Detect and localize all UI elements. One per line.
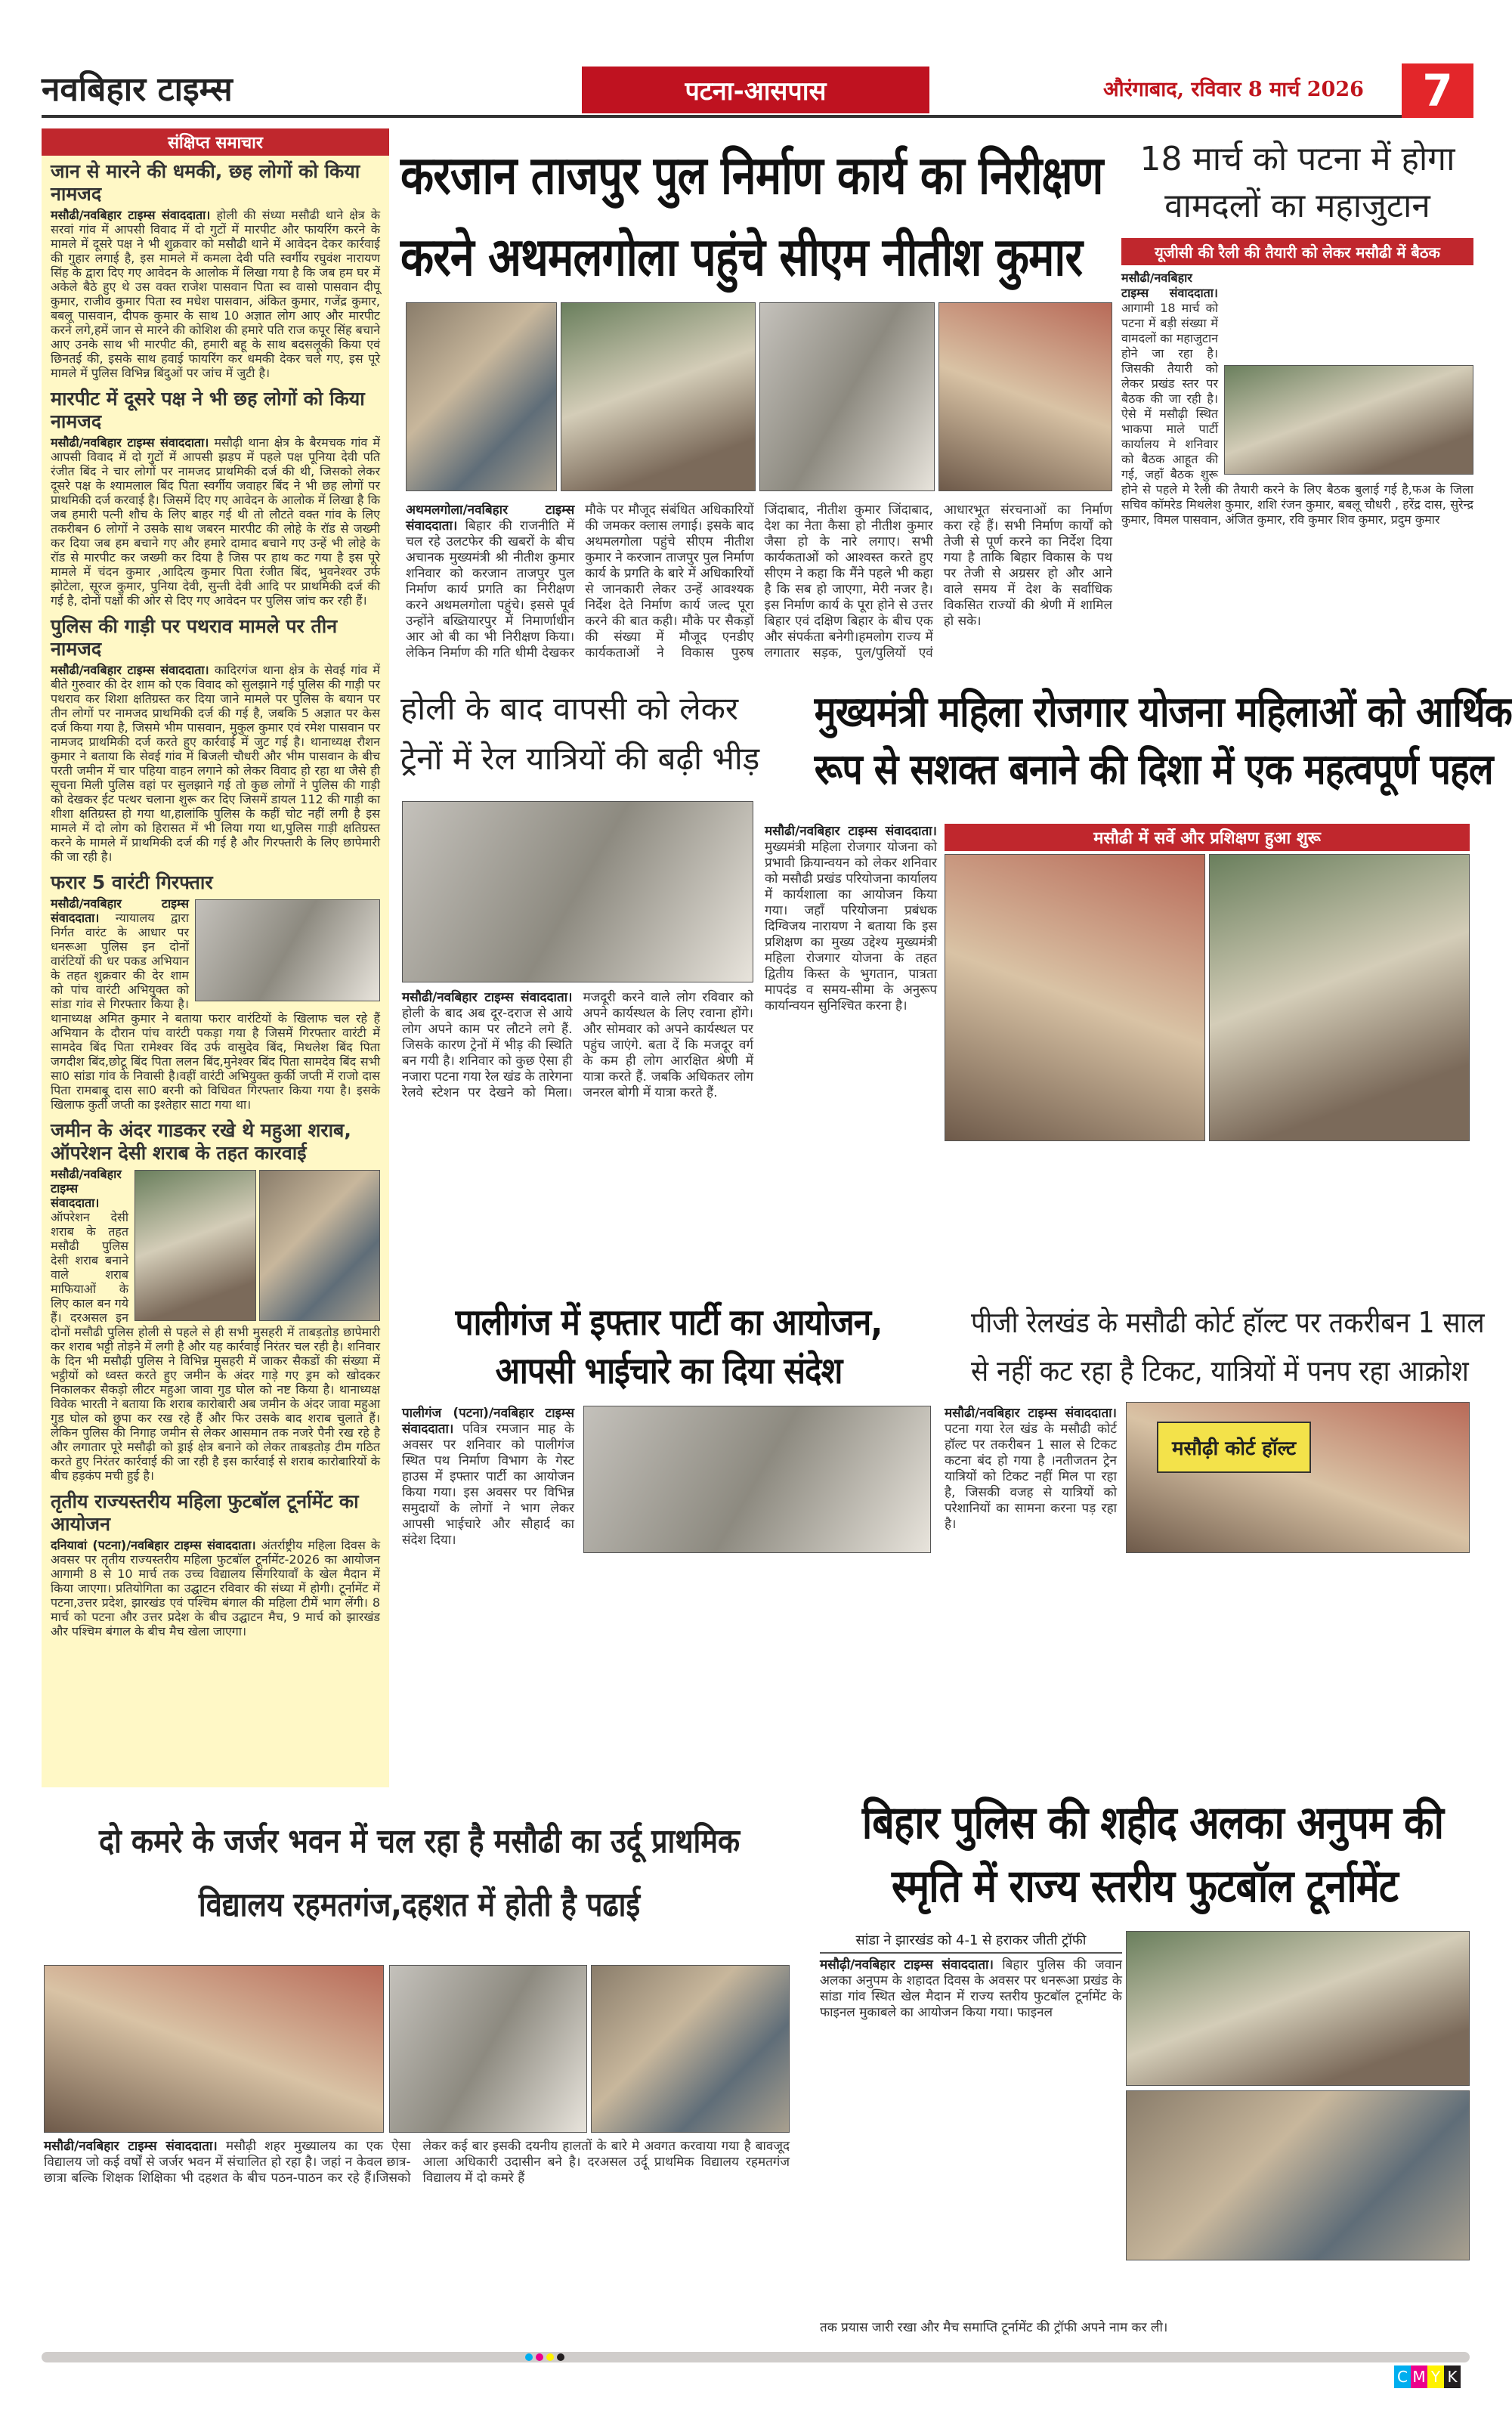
lead-headline-line: करने अथमलगोला पहुंचे सीएम नीतीश कुमार [400, 226, 1083, 288]
classroom-photo [591, 1965, 790, 2133]
school-building-photo [44, 1965, 384, 2133]
dateline: मसौढी/नवबिहार टाइम्स संवाददाता। [1121, 271, 1218, 300]
lead-body [406, 503, 1112, 669]
train-headline-line: होली के बाद वापसी को लेकर [400, 690, 739, 727]
train-headline-line: ट्रेनों में रेल यात्रियों की बढ़ी भीड़ [400, 740, 760, 777]
brief-item [42, 867, 389, 1115]
edition-date: औरंगाबाद, रविवार 8 मार्च 2026 [1103, 78, 1364, 101]
article-body: आगामी 18 मार्च को पटना में बड़ी संख्या में वामदलों का महाजुटान होने जा रहा है। जिसकी तैयारी को लेकर प्रखंड स्तर पर बैठक की जा रही है। ऐसे में मसौढ़ी स्थित भाकपा माले पार्टी कार्यालय मे शनिवार को बैठक आहूत की गई, जहाँ बैठक शुरू होने से पहले मे रैली की तैयारी करने के लिए बैठक बुलाई गई है,फअ के जिला सचिव कॉमरेड मिथलेश कुमार, शशि रंजन कुमार, बबलू चौधरी , हरेंद्र दास, सुरेन्द्र कुमार, विमल पासवान, अंजित कुमार, रवि कुमार शिव कुमार, प्रदुम कुमार [1121, 301, 1473, 527]
lead-headline-line: करजान ताजपुर पुल निर्माण कार्य का निरीक्षण [400, 144, 1103, 206]
dateline: मसौढी/नवबिहार टाइम्स संवाददाता। [765, 824, 937, 839]
brief-headline: मारपीट में दूसरे पक्ष ने भी छह लोगों को किया नामजद [51, 388, 365, 432]
women-scheme-headline [765, 684, 1512, 799]
football-body-closing: तक प्रयास जारी रखा और मैच समाप्ति टूर्नामेंट की ट्रॉफी अपने नाम कर ली। [820, 2320, 1168, 2335]
rally-meeting-photo [1224, 365, 1473, 475]
iftar-headline-line: आपसी भाईचारे का दिया संदेश [495, 1350, 843, 1392]
rally-headline-line: वामदलों का महाजुटान [1164, 187, 1430, 225]
dateline: पालीगंज (पटना)/नवबिहार टाइम्स संवाददाता। [402, 1406, 574, 1437]
brief-headline: फरार 5 वारंटी गिरफ्तार [51, 871, 213, 893]
article-body: होली के बाद अब दूर-दराज से आये लोग अपने काम पर लौटने लगे हैं. जिसके कारण ट्रेनों में भीड़ की स्थिति बन गयी है। शनिवार को कुछ ऐसा ही नजारा पटना गया रेल खंड के तारेगना रेलवे स्टेशन पर देखने को मिला। मजदूरी करने वाले लोग रविवार को अपने कार्यस्थल के लिए रवाना होंगे। और सोमवार को अपने कार्यस्थल पर पहुंच जाएंगे. बता दें कि मजदूर वर्ग के कम ही लोग आरक्षित श्रेणी में यात्रा करते हैं. जबकि अधिकतर लोग जनरल बोगी में यात्रा करते हैं. [402, 990, 753, 1100]
school-headline-line: विद्यालय रहमतगंज,दहशत में होती है पढाई [198, 1886, 641, 1924]
dateline: अथमलगोला/नवबिहार टाइम्स संवाददाता। [406, 503, 575, 534]
yellow-dot [546, 2353, 554, 2361]
header-divider [42, 115, 1402, 118]
cm-visit-photo [759, 302, 935, 491]
cmyk-k: K [1444, 2365, 1461, 2388]
rail-halt-headline-line: से नहीं कट रहा है टिकट, यात्रियों में पनप रहा आक्रोश [971, 1354, 1469, 1388]
dateline: मसौढी/नवबिहार टाइम्स संवाददाता। [51, 663, 209, 677]
school-body [44, 2139, 790, 2339]
rally-headline-line: 18 मार्च को पटना में होगा [1139, 140, 1455, 178]
dateline: मसौढी/नवबिहार टाइम्स संवाददाता। [44, 2139, 218, 2154]
brief-item [42, 611, 389, 867]
cm-visit-photo [561, 302, 756, 491]
brief-item [42, 1486, 389, 1641]
school-headline [42, 1810, 797, 1937]
cmyk-c: C [1394, 2365, 1411, 2388]
liquor-raid-photo [135, 1170, 256, 1321]
brief-headline: पुलिस की गाड़ी पर पथराव मामले पर तीन नामजद [51, 615, 338, 660]
football-body [820, 1957, 1122, 2260]
dateline: मसौढ़ी/नवबिहार टाइम्स संवाददाता। [820, 1957, 994, 1973]
rail-halt-headline [945, 1298, 1485, 1395]
page-number: 7 [1402, 63, 1473, 118]
arrested-warrantees-photo [195, 899, 380, 1001]
dateline: दनियावां (पटना)/नवबिहार टाइम्स संवाददाता। [51, 1538, 256, 1552]
article-body: न्यायालय द्वारा निर्गत वारंट के आधार पर धनरूआ पुलिस इन दोनों वारंटियों की धर पकड अभियान के तहत शुक्रवार की देर शाम को पांच वारंटी अभियुक्त को सांडा गांव से गिरफ्तार किया है। थानाध्यक्ष अमित कुमार ने बताया फरार वारंटियों के खिलाफ चल रहे हैं अभियान के दौरान पांच वारंटी पकड़ा गया है जिसमें गिरफ्तार वारंटी में सामदेव बिंद पिता रामेश्वर विंद उर्फ वासुदेव बिंद, मिथलेश बिंद पिता जगदीश बिंद,छोटू बिंद पिता ललन बिंद,मुनेश्वर बिंद पिता सामदेव बिंद सभी सा0 सांडा गांव के निवासी है।वहीं वारंटी अभियुक्त कुर्की जप्ती में राजो दास पिता रामबाबू दास सा0 बरनी को विधिवत गिरफ्तार किया गया है। इसके खिलाफ कुर्ती जप्ती का इश्तेहार साटा गया था। [51, 911, 380, 1112]
women-scheme-headline-line: मुख्यमंत्री महिला रोजगार योजना महिलाओं को आर्थिक [814, 688, 1512, 737]
liquor-raid-photo [259, 1170, 381, 1321]
brief-headline: तृतीय राज्यस्तरीय महिला फुटबॉल टूर्नामेंट का आयोजन [51, 1490, 359, 1535]
cmyk-marker [1394, 2365, 1461, 2388]
dateline: मसौढी/नवबिहार टाइम्स संवाददाता। [51, 208, 211, 222]
article-body: मुख्यमंत्री महिला रोजगार योजना को प्रभावी क्रियान्वयन को लेकर शनिवार को मसौढी प्रखंड परियोजना कार्यालय में कार्यशाला का आयोजन किया गया। जहाँ परियोजना प्रबंधक दिग्विजय नारायण ने बताया कि इस प्रशिक्षण का मुख्य उद्देश्य मुख्यमंत्री महिला रोजगार योजना के तहत द्वितीय किस्त के भुगतान, पात्रता मापदंड व समय-सीमा के अनुरूप कार्यान्वयन सुनिश्चित करना है। [765, 840, 937, 1013]
crowded-train-photo [402, 801, 753, 982]
cm-visit-photo [406, 302, 557, 491]
brief-headline: जान से मारने की धमकी, छह लोगों को किया नामजद [51, 160, 360, 205]
newspaper-logo: नवबिहार टाइम्स [42, 70, 233, 109]
football-headline [816, 1791, 1473, 1918]
article-body: ऑपरेशन देसी शराब के तहत मसौढी पुलिस देसी शराब बनाने वाले शराब माफियाओं के लिए काल बन गये हैं। दरअसल इन दोनों मसौढी पुलिस होली से पहले से ही सभी मुसहरी में ताबड़तोड़ छापेमारी कर शराब भट्टी तोड़ने में लगी है और यह कार्रवाई निरंतर चल रही है। शनिवार के दिन भी मसौढ़ी पुलिस ने विभिन्न मुसहरी में जाकर सैकडों की संख्या में भट्ठीयों को ध्वस्त करते हुए जमीन के अंदर गाड़े गए ड्रम को खोदकर निकालकर सैकड़ो लीटर महुआ जावा गुड घोल को नष्ट किया है। थानाध्यक्ष विवेक भारती ने बताया कि शराब कारोबारी अब जमीन के अंदर जावा महुआ गुड घोल को छुपा कर रख रहे हैं और फिर उसके बाद शराब चुलाते हैं। लेकिन पुलिस की निगाह जमीन से लेकर आसमान तक नजरे पैनी रख रहे है और लगातार पूरे मसौढ़ी को ड्राई क्षेत्र बनाने को लेकर ताबड़तोड़ टीम गठित करते हुए निरंतर कार्रवाई की जा रही है इस कार्रवाई से शराब कारोबारियों के बीच हड़कंप मची हुई है। [51, 1210, 380, 1483]
football-subhead: सांडा ने झारखंड को 4-1 से हराकर जीती ट्रॉफी [820, 1931, 1122, 1954]
iftar-headline-line: पालीगंज में इफ्तार पार्टी का आयोजन, [455, 1301, 883, 1344]
lead-headline [400, 135, 1111, 298]
dateline: मसौढी/नवबिहार टाइम्स संवाददाता। [51, 435, 209, 450]
iftar-body [402, 1406, 574, 1776]
brief-headline: जमीन के अंदर गाडकर रखे थे महुआ शराब, ऑपरेशन देसी शराब के तहत कारवाई [51, 1119, 351, 1164]
dateline: मसौढी/नवबिहार टाइम्स संवाददाता। [51, 896, 189, 925]
dateline: मसौढी/नवबिहार टाइम्स संवाददाता। [945, 1406, 1117, 1421]
brief-item [42, 1115, 389, 1486]
court-halt-station-photo [1126, 1402, 1470, 1553]
iftar-headline [400, 1298, 937, 1395]
magenta-dot [536, 2353, 543, 2361]
rally-body [1121, 271, 1473, 527]
dateline: मसौढी/नवबिहार टाइम्स संवाददाता। [402, 990, 573, 1005]
black-dot [557, 2353, 564, 2361]
rally-headline [1120, 136, 1475, 230]
article-body: अंतर्राष्ट्रीय महिला दिवस के अवसर पर तृतीय राज्यस्तरीय महिला फुटबॉल टूर्नामेंट-2026 का आयोजन आगामी 8 से 10 मार्च तक उच्च विद्यालय सिंगरियावाँ के खेल मैदान में किया जाएगा। प्रतियोगिता का उद्घाटन रविवार की संध्या में होगी। टूर्नामेंट में पटना,उत्तर प्रदेश, झारखंड एवं पश्चिम बंगाल की महिला टीमें भाग लेंगी। 8 मार्च को पटना और उत्तर प्रदेश के बीच उद्घाटन मैच, 9 मार्च को झारखंड और पश्चिम बंगाल के बीच मैच खेला जाएगा। [51, 1538, 380, 1638]
rally-banner: यूजीसी की रैली की तैयारी को लेकर मसौढी में बैठक [1121, 238, 1473, 265]
article-body: कादिरगंज थाना क्षेत्र के सेवई गांव में बीते गुरुवार की देर शाम को एक विवाद को सुलझाने गई पुलिस की गाड़ी पर पथराव कर शिशा क्षतिग्रस्त कर दिया जाने मामले पर पुलिस के बयान पर तीन लोगों पर नामजद प्राथमिकी दर्ज की गई है, जबकि 5 अज्ञात पर केस दर्ज किया गया है, जिसमे भीम पासवान, मुकुल कुमार एवं रमेश पासवान पर नामजद प्राथमिकी दर्ज करते हुए कार्रवाई में जुट गई है। थानाध्यक्ष रौशन कुमार ने बताया कि सेवई गांव में बिजली चौधरी और भीम पासवान के बीच परती जमीन में चार पहिया वाहन लगाने को लेकर विवाद हो रहा था जैसे ही सूचना मिली पुलिस वहां पर सुलझाने गई तो कुछ लोगों ने पुलिस की गाड़ी को देखकर ईट पत्थर चलाना शुरू कर दिए जिसमें डायल 112 की गाड़ी का शीशा क्षतिग्रस्त हो गया था,हालांकि पुलिस के कहीं चोट नहीं लगी है इस मामले में दो लोग को हिरासत में भी लिया गया था,पुलिस गाड़ी क्षतिग्रस्त करने के मामले में प्राथमिकी दर्ज की गई है और गिरफ्तारी के लिए छापेमारी की जा रही है। [51, 663, 380, 864]
cm-visit-photo [938, 302, 1112, 491]
brief-item [42, 383, 389, 611]
iftar-party-photo [583, 1406, 931, 1553]
article-body: पटना गया रेल खंड के मसौढी कोर्ट हॉल्ट पर तकरीबन 1 साल से टिकट कटना बंद हो गया है ।नतीजतन ट्रेन यात्रियों को टिकट नहीं मिल पा रहा है, जिसकी वजह से यात्रियों को परेशानियों का सामना करना पड़ रहा है। [945, 1422, 1117, 1532]
football-headline-line: बिहार पुलिस की शहीद अलका अनुपम की [861, 1796, 1444, 1849]
cmyk-m: M [1411, 2365, 1427, 2388]
article-body: मसौढ़ी थाना क्षेत्र के बैरमचक गांव में आपसी विवाद में दो गुटों में आपसी झड़प में पहले पक्ष पूनिया देवी पति रंजीत बिंद ने चार लोगों पर नामजद प्राथमिकी दर्ज की थी, जिसको लेकर दूसरे पक्ष के श्यामलाल बिंद पिता स्वर्गीय जवाहर बिंद ने भी छह लोगों पर प्राथमिकी दर्ज करवाई है। जिसमें दिए गए आवेदन के आलोक में लिखा है कि जब हमारी पत्नी शौच के लिए बाहर गई थी तो लौटते वक्त गांव के लिए तकरीबन 6 लोगों ने उसके साथ जबरन मारपीट की लोहे के रॉड से जख्मी कर दिया जब हम बचाने गए और हमारे दामाद बचाने गए उन्हें भी लोहे के रॉड से मारपीट कर जख्मी कर दिया है जिस पर हाथ कट गया है इस पूरे मामले में चंदन कुमार ,आदित्य कुमार पिता रंजीत बिंद, भुवनेश्वर उर्फ झोटेला, सूरज कुमार, पुनिया देवी, सुन्ती देवी आदि पर प्राथमिकी दर्ज की गई है, दोनों पक्षों की ओर से दिए गए आवेदन पर पुलिस जांच कर रही हैं। [51, 435, 380, 608]
article-body: पवित्र रमजान माह के अवसर पर शनिवार को पालीगंज स्थित पथ निर्माण विभाग के गेस्ट हाउस में इफ्तार पार्टी का आयोजन किया गया। इस अवसर पर विभिन्न समुदायों के लोगों ने भाग लेकर आपसी भाईचारे और सौहार्द का संदेश दिया। [402, 1422, 574, 1548]
train-headline [400, 684, 760, 784]
football-team-photo [1126, 1931, 1470, 2086]
brief-news-column [42, 128, 389, 1787]
women-training-photo [945, 854, 1205, 1141]
cmyk-y: Y [1427, 2365, 1444, 2388]
brief-news-banner: संक्षिप्त समाचार [42, 128, 389, 156]
cyan-dot [525, 2353, 533, 2361]
article-body: बिहार पुलिस की जवान अलका अनुपम के शहादत दिवस के अवसर पर धनरूआ प्रखंड के सांडा गांव स्थित खेल मैदान में राज्य स्तरीय फुटबॉल टूर्नामेंट के फाइनल मुकाबले का आयोजन किया गया। फाइनल [820, 1957, 1122, 2020]
classroom-photo [389, 1965, 587, 2133]
section-title: पटना-आसपास [582, 67, 929, 113]
women-training-photo [1209, 854, 1470, 1141]
rail-halt-headline-line: पीजी रेलखंड के मसौढी कोर्ट हॉल्ट पर तकरीबन 1 साल [971, 1306, 1485, 1339]
article-body: होली की संध्या मसौढी थाने क्षेत्र के सरवां गांव में आपसी विवाद में दो गुटों में मारपीट और फायरिंग करने के मामले में दूसरे पक्ष ने भी शुक्रवार को मसौढी थाने में आवेदन देकर कार्रवाई की गुहार लगाई है, इस मामले में कमला देवी पति स्वर्गीय रघुवंश नारायण सिंह के द्वारा दिए गए आवेदन के आलोक में लिखा गया है कि जब हम घर में अकेले बैठे हुए थे उस वक्त राजेश पासवान पिता स्व वासो पासवान दीपू कुमार, राजीव कुमार पिता स्व मधेश पासवान, अंकित कुमार, गजेंद्र कुमार, बबलू पासवान, दीपक कुमार के साथ 10 अज्ञात लोग आए और मारपीट करने लगे,हमें जान से मारने की कोशिश की हमारे पति राज कपूर सिंह बचाने आए उनके साथ भी मारपीट की, हमारी बहू के साथ बदसलूकी किया एवं छिनतई की, इसके साथ हवाई फायरिंग कर धमकी देकर चले गए, इस पूरे मामले में पुलिस विभिन्न बिंदुओं पर जांच में जुटी है। [51, 208, 380, 380]
football-headline-line: स्मृति में राज्य स्तरीय फुटबॉल टूर्नामेंट [891, 1860, 1399, 1913]
article-body: मसौढ़ी शहर मुख्यालय का एक ऐसा विद्यालय जो कई वर्षों से जर्जर भवन में संचालित हो रहा है। जहां न केवल छात्र-छात्रा बल्कि शिक्षक शिक्षिका भी दहशत के बीच पठन-पाठन कर रहे हैं।जिसको लेकर कई बार इसकी दयनीय हालतों के बारे मे अवगत करवाया गया है बावजूद आला अधिकारी उदासीन बने है। दरअसल उर्दू प्राथमिक विद्यालय रहमतगंज विद्यालय में दो कमरे हैं [44, 2139, 790, 2186]
article-body: बिहार की राजनीति में चल रहे उलटफेर की खबरों के बीच अचानक मुख्यमंत्री श्री नीतीश कुमार शनिवार को करजान ताजपुर पुल निर्माण कार्य प्रगति का निरीक्षण करने अथमलगोला पहुंचे। इससे पूर्व उन्होंने बख्तियारपुर में निमार्णाधीन आर ओ बी का भी निरीक्षण किया। लेकिन निर्माण की गति धीमी देखकर मौके पर मौजूद संबंधित अधिकारियों की जमकर क्लास लगाई। इसके बाद अथमलगोला पहुंचे सीएम नीतीश कुमार ने करजान ताजपुर पुल निर्माण कार्य के प्रगति के बारे में अधिकारियों से जानकारी लेकर उन्हें आवश्यक निर्देश देते निर्माण कार्य जल्द पूरा करने की बात कही। मौके पर सैकड़ों की संख्या में मौजूद एनडीए कार्यकताओं ने विकास पुरुष जिंदाबाद, नीतीश कुमार जिंदाबाद, देश का नेता कैसा हो नीतीश कुमार जैसा हो के नारे लगाए। सभी कार्यकताओं को आश्वस्त करते हुए सीएम ने कहा कि मैंने पहले भी कहा है कि सब हो जाएगा, मेरी नजर है।इस निर्माण कार्य के पूरा होने से उत्तर बिहार एवं दक्षिण बिहार के बीच एक और संपर्कता बनेगी।हमलोग राज्य में लगातार सड़क, पुल/पुलियों एवं आधारभूत संरचनाओं का निर्माण करा रहे हैं। सभी निर्माण कार्यों को तेजी से पूर्ण करने का निर्देश दिया गया है ताकि बिहार विकास के पथ पर तेजी से अग्रसर हो और आने वाले समय में देश के सर्वाधिक विकसित राज्यों की श्रेणी में शामिल हो सके। [406, 503, 1112, 661]
football-team-photo [1126, 2090, 1470, 2260]
registration-bar [42, 2352, 1470, 2362]
women-scheme-headline-line: रूप से सशक्त बनाने की दिशा में एक महत्वपूर्ण पहल [814, 745, 1493, 794]
station-signboard: मसौढ़ी कोर्ट हॉल्ट [1157, 1422, 1311, 1473]
school-headline-line: दो कमरे के जर्जर भवन में चल रहा है मसौढी का उर्दू प्राथमिक [98, 1822, 741, 1861]
brief-item [42, 156, 389, 383]
rail-halt-body [945, 1406, 1117, 1776]
women-scheme-banner: मसौढी में सर्वे और प्रशिक्षण हुआ शुरू [945, 824, 1470, 851]
dateline: मसौढी/नवबिहार टाइम्स संवाददाता। [51, 1167, 122, 1210]
